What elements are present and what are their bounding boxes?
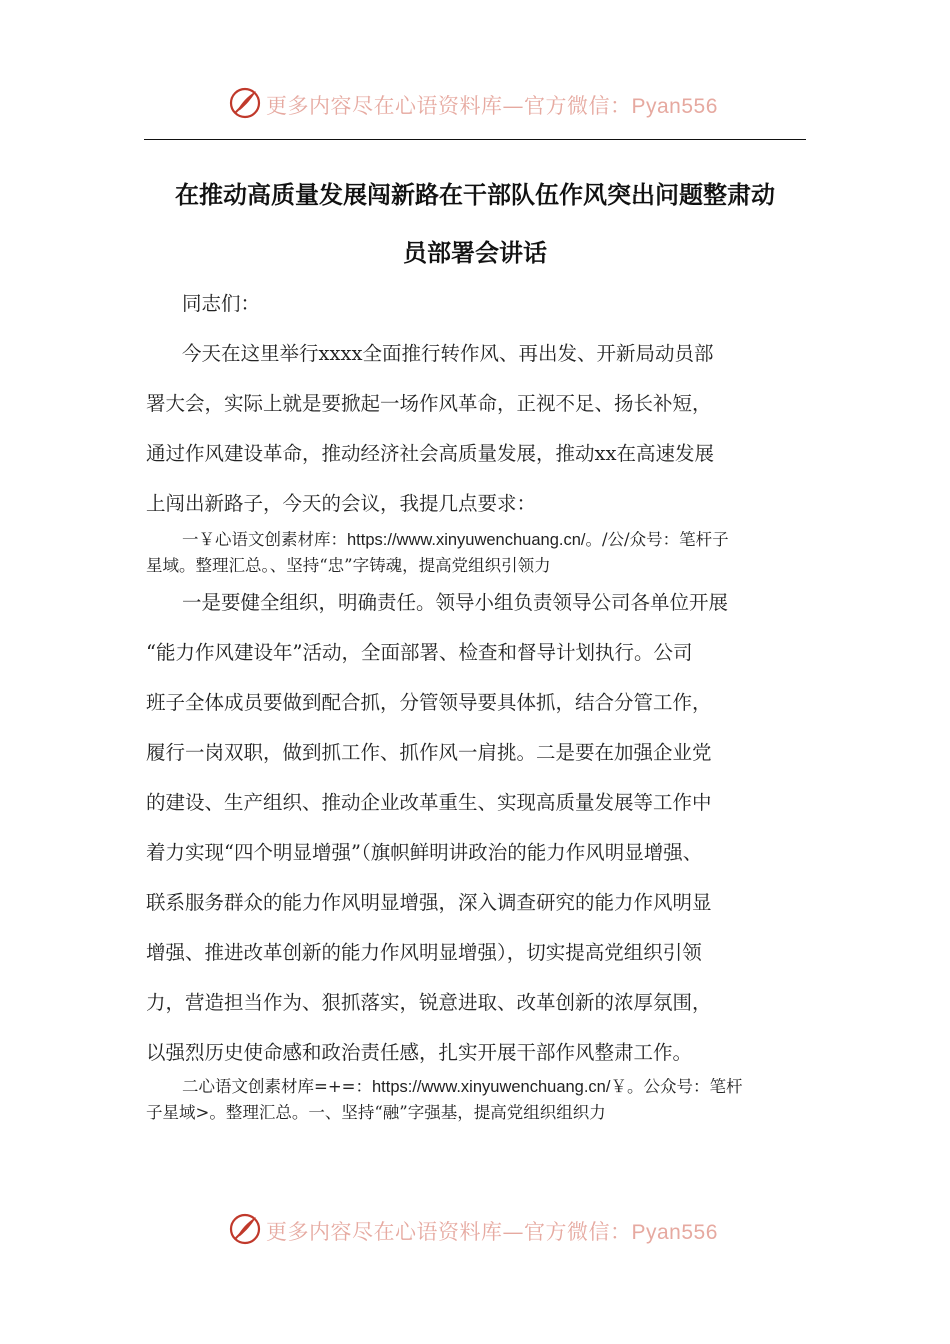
note-url: https://www.xinyuwenchuang.cn/ — [371, 1078, 611, 1096]
note-url: https://www.xinyuwenchuang.cn/ — [347, 531, 586, 549]
title-line: 员部署会讲话 — [403, 239, 547, 267]
header-banner-text: 更多内容尽在心语资料库—官方微信：Pyan556 — [266, 94, 718, 118]
footer-banner-text: 更多内容尽在心语资料库—官方微信：Pyan556 — [266, 1220, 718, 1244]
greeting: 同志们： — [182, 292, 261, 315]
watermark-note-1: 一￥心语文创素材库：https://www.xinyuwenchuang.cn/。/公/众号：笔杆子 星域。整理汇总。、坚持“忠”字铸魂，提高党组织引领力 — [146, 530, 729, 575]
page-title — [146, 166, 804, 282]
footer-banner — [0, 1210, 950, 1250]
watermark-note-2: 二心语文创素材库=+=：https://www.xinyuwenchuang.cn/￥。公众号：笔杆 子星域>。整理汇总。一、坚持“融”字强基，提高党组织组织力 — [146, 1077, 743, 1122]
title-line: 在推动高质量发展闯新路在干部队伍作风突出问题整肃动 — [175, 181, 775, 209]
header-divider — [144, 139, 806, 140]
quill-logo-icon — [228, 86, 262, 120]
header-banner — [0, 84, 950, 124]
quill-logo-icon — [228, 1212, 262, 1246]
intro-paragraph: 今天在这里举行xxxx全面推行转作风、再出发、开新局动员部 署大会，实际上就是要掀起一场作风革命，正视不足、扬长补短， 通过作风建设革命，推动经济社会高质量发展，推动xx在高速发展 上闯出新路子，今天的会议，我提几点要求： — [146, 342, 714, 515]
body-paragraph: 一是要健全组织，明确责任。领导小组负责领导公司各单位开展 “能力作风建设年”活动，全面部署、检查和督导计划执行。公司 班子全体成员要做到配合抓，分管领导要具体抓，结合分管工作， 履行一岗双职，做到抓工作、抓作风一肩挑。二是要在加强企业党 的建设、生产组织、推动企业改革重生、实现高质量发展等工作中 着力实现“四个明显增强”（旗帜鲜明讲政治的能力作风明显增强、 联系服务群众的能力作风明显增强，深入调查研究的能力作风明显 增强、推进改革创新的能力作风明显增强），切实提高党组织引领 力，营造担当作为、狠抓落实，锐意进取、改革创新的浓厚氛围， 以强烈历史使命感和政治责任感，扎实开展干部作风整肃工作。 — [146, 591, 729, 1064]
